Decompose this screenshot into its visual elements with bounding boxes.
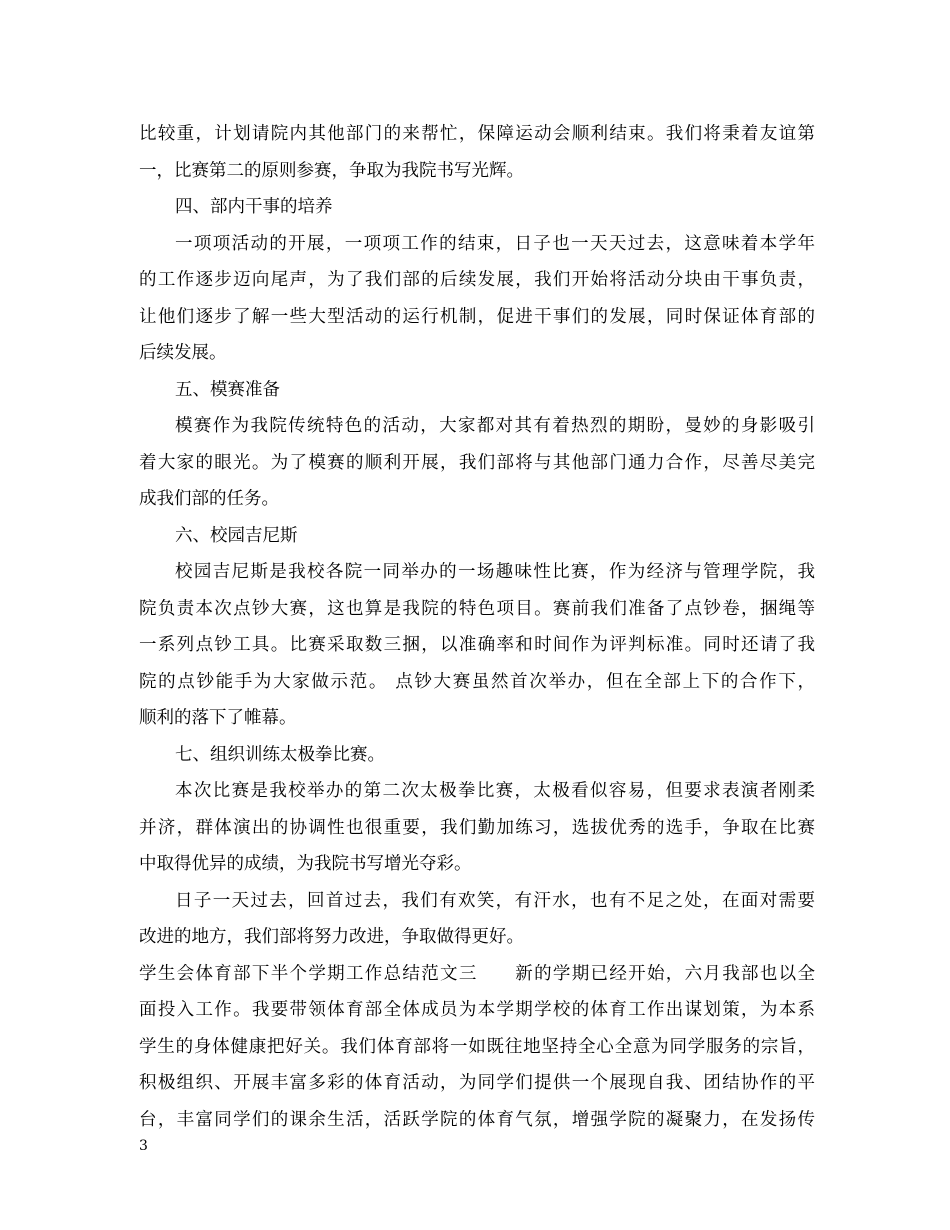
text-line: 后续发展。 — [139, 343, 227, 363]
text-line: 本次比赛是我校举办的第二次太极拳比赛，太极看似容易，但要求表演者刚柔 — [175, 781, 815, 801]
text-line: 模赛作为我院传统特色的活动，大家都对其有着热烈的期盼，曼妙的身影吸引 — [175, 416, 815, 436]
text-line: 院的点钞能手为大家做示范。 点钞大赛虽然首次举办，但在全部上下的合作下， — [139, 671, 815, 692]
document-body — [139, 116, 815, 1138]
text-line: 改进的地方，我们部将努力改进，争取做得更好。 — [139, 927, 524, 947]
text-line: 面投入工作。我要带领体育部全体成员为本学期学校的体育工作出谋划策，为本系 — [139, 1000, 815, 1020]
text-line: 院负责本次点钞大赛，这也算是我院的特色项目。赛前我们准备了点钞卷，捆绳等 — [139, 598, 815, 619]
text-line: 中取得优异的成绩，为我院书写增光夺彩。 — [139, 854, 472, 874]
text-line: 学生的身体健康把好关。我们体育部将一如既往地坚持全心全意为同学服务的宗旨， — [139, 1036, 815, 1057]
text-line: 学生会体育部下半个学期工作总结范文三 新的学期已经开始，六月我部也以全 — [139, 963, 815, 984]
text-line: 台，丰富同学们的课余生活，活跃学院的体育气氛，增强学院的凝聚力，在发扬传 — [139, 1109, 815, 1130]
section-heading: 七、组织训练太极拳比赛。 — [175, 744, 385, 765]
text-line: 并济，群体演出的协调性也很重要，我们勤加练习，选拔优秀的选手，争取在比赛 — [139, 817, 815, 838]
section-heading: 四、部内干事的培养 — [175, 197, 333, 217]
text-line: 校园吉尼斯是我校各院一同举办的一场趣味性比赛，作为经济与管理学院，我 — [175, 562, 815, 582]
text-line: 一系列点钞工具。比赛采取数三捆，以准确率和时间作为评判标准。同时还请了我 — [139, 635, 815, 655]
text-line: 让他们逐步了解一些大型活动的运行机制，促进干事们的发展，同时保证体育部的 — [139, 306, 815, 327]
text-line: 积极组织、开展丰富多彩的体育活动，为同学们提供一个展现自我、团结协作的平 — [139, 1073, 815, 1093]
text-line: 一，比赛第二的原则参赛，争取为我院书写光辉。 — [139, 160, 524, 181]
text-line: 的工作逐步迈向尾声，为了我们部的后续发展，我们开始将活动分块由干事负责， — [139, 270, 815, 290]
text-line: 比较重，计划请院内其他部门的来帮忙，保障运动会顺利结束。我们将秉着友谊第 — [139, 124, 815, 144]
section-heading: 六、校园吉尼斯 — [175, 525, 298, 546]
section-heading: 五、模赛准备 — [175, 379, 280, 400]
text-line: 一项项活动的开展，一项项工作的结束，日子也一天天过去，这意味着本学年 — [175, 233, 815, 254]
text-line: 成我们部的任务。 — [139, 489, 279, 509]
text-line: 着大家的眼光。为了模赛的顺利开展，我们部将与其他部门通力合作，尽善尽美完 — [139, 452, 815, 473]
page-number: 3 — [139, 1138, 148, 1154]
text-line: 日子一天过去，回首过去，我们有欢笑，有汗水，也有不足之处，在面对需要 — [175, 890, 815, 911]
text-line: 顺利的落下了帷幕。 — [139, 708, 297, 728]
